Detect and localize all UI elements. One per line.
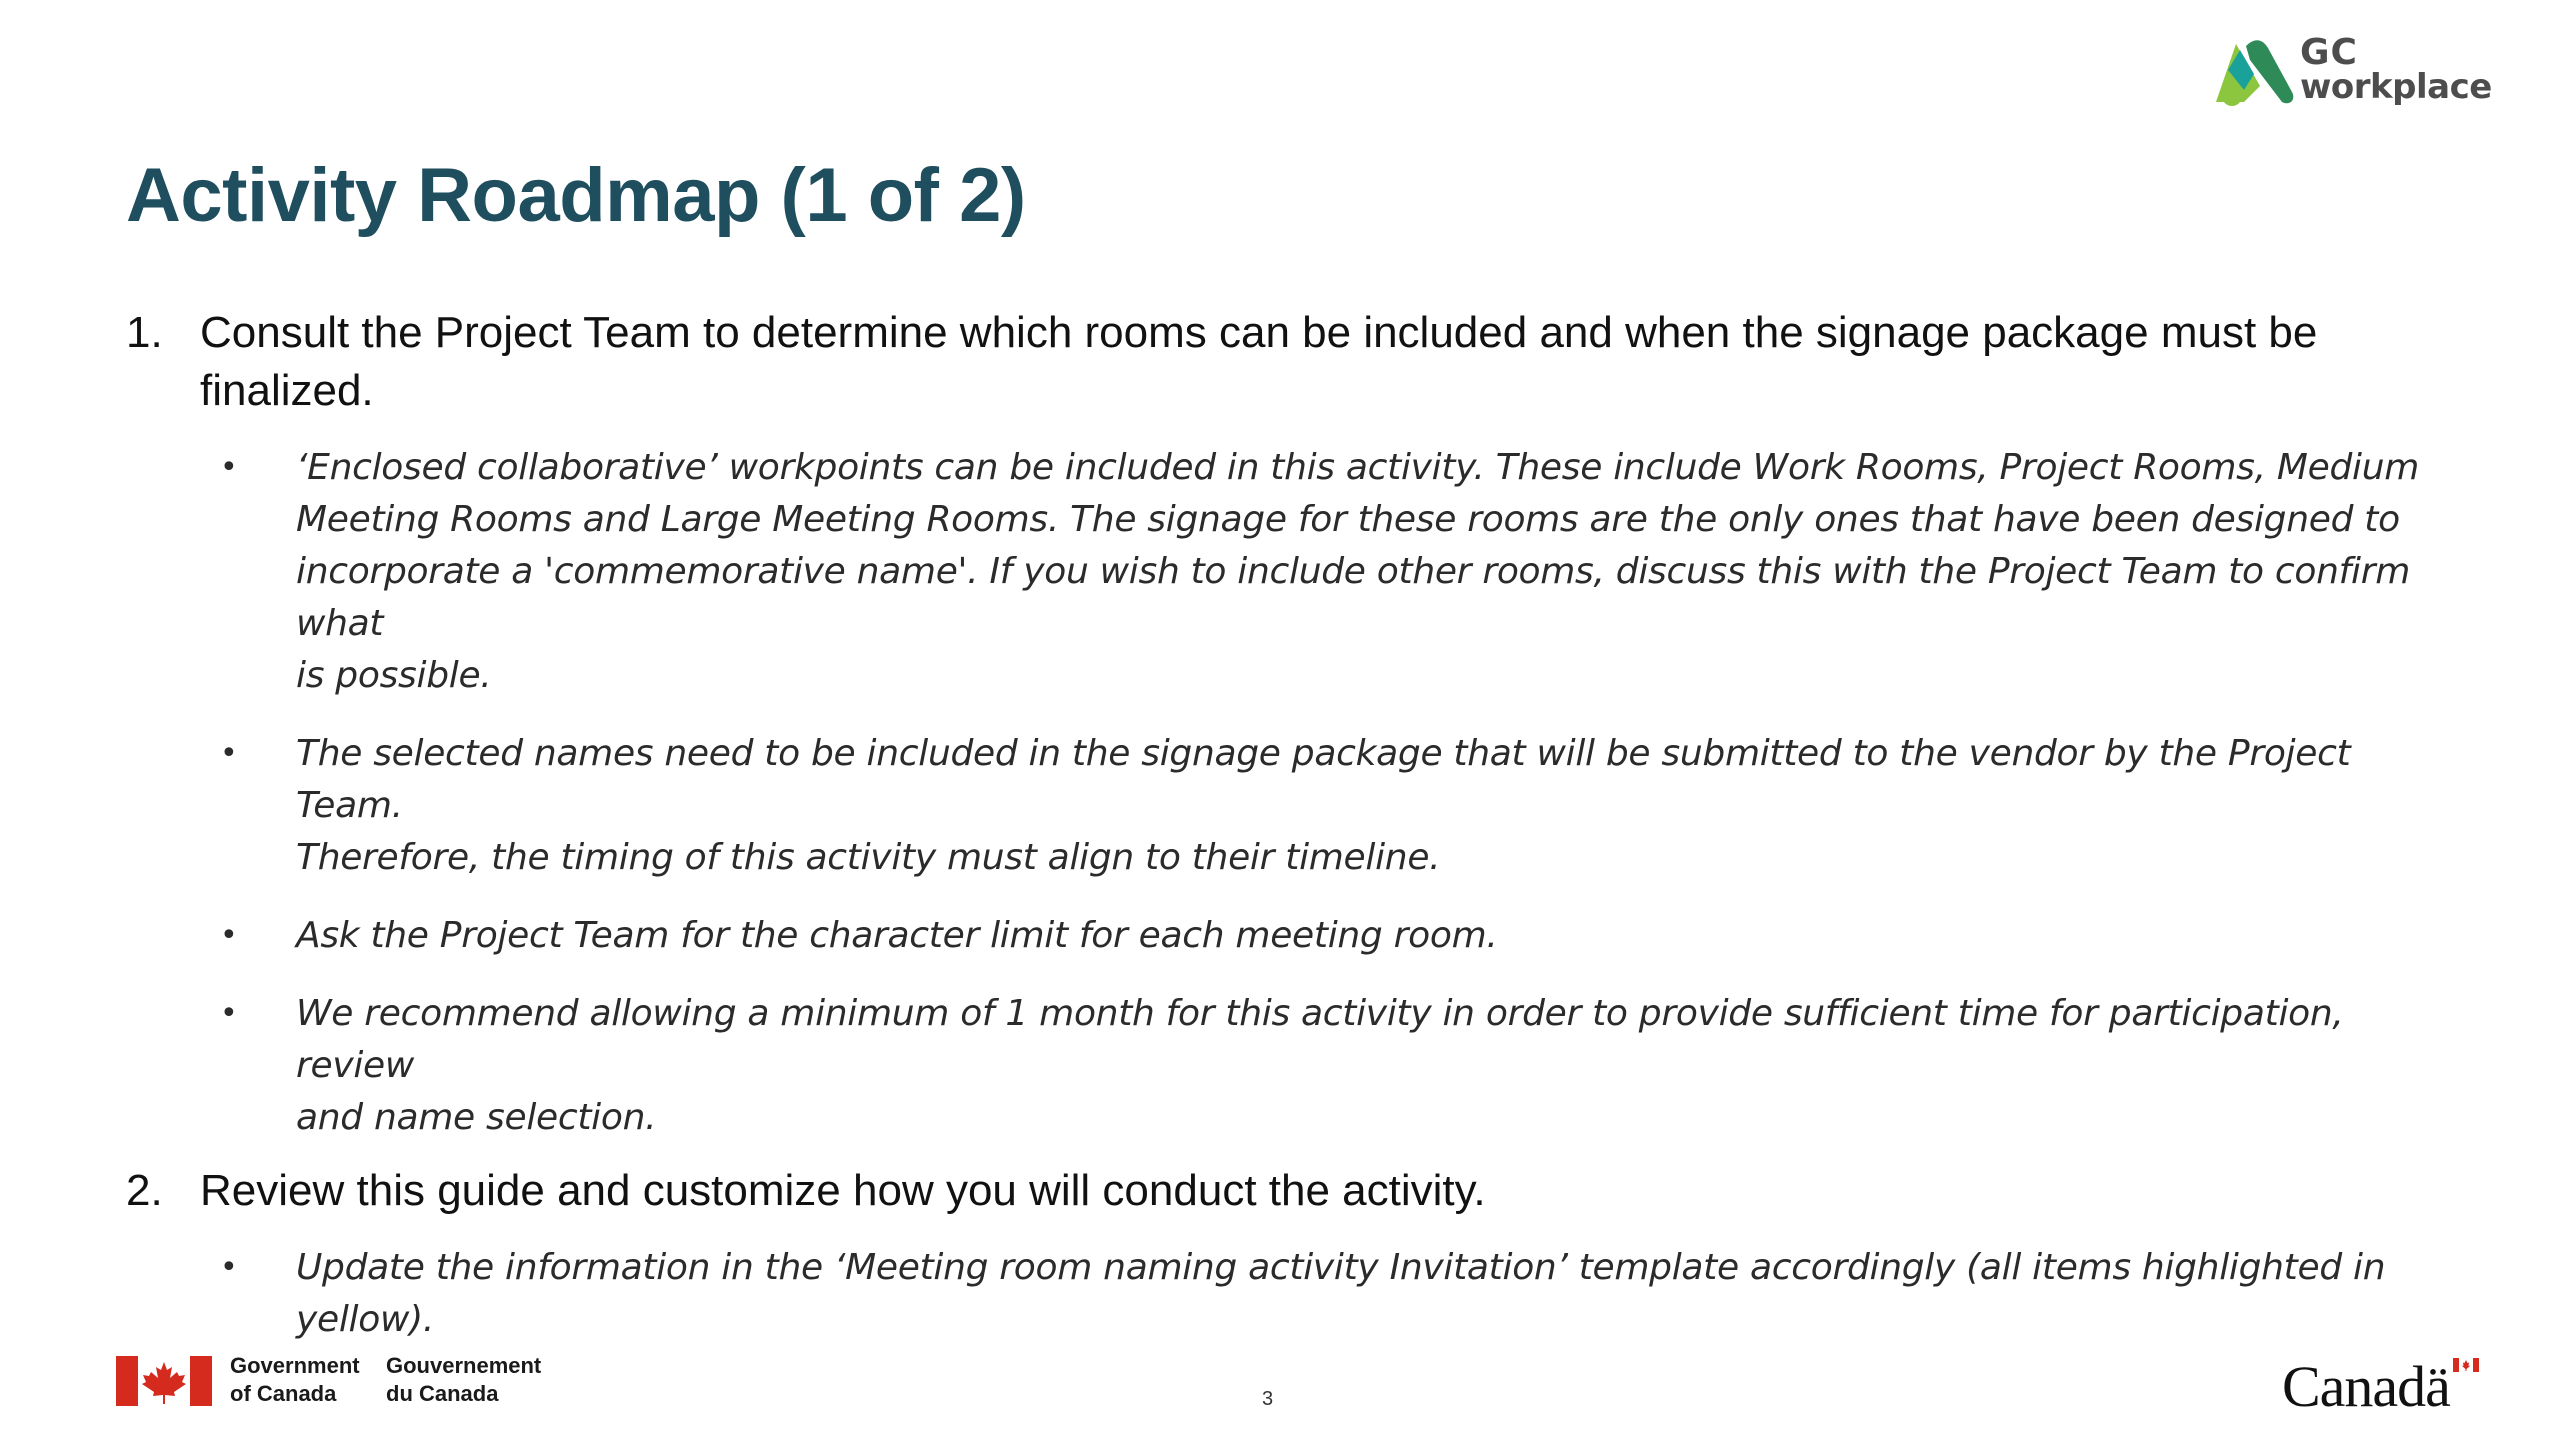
step-number: 1. — [126, 308, 163, 357]
step-2-bullets — [126, 1242, 2456, 1346]
gov-en-line2: of Canada — [230, 1381, 337, 1406]
gc-workplace-logo-mark — [2210, 40, 2294, 106]
bullet-dot: • — [220, 1250, 238, 1285]
gov-name-french — [386, 1352, 541, 1408]
gov-fr-line1: Gouvernement — [386, 1353, 542, 1378]
bullet-text-line: We recommend allowing a minimum of 1 month for this activity in order to provide sufficient time for participation, review — [296, 993, 2344, 1086]
gov-fr-line2: du Canada — [386, 1381, 499, 1406]
bullet-text-line: and name selection. — [296, 1097, 657, 1138]
bullet-dot: • — [220, 736, 238, 771]
bullet-item — [126, 910, 2456, 962]
canada-flag-icon — [116, 1356, 212, 1406]
bullet-text-line: yellow). — [296, 1299, 435, 1340]
bullet-text-line: Update the information in the ‘Meeting room naming activity Invitation’ template accordingly (all items highlighted in — [296, 1247, 2386, 1288]
step-1 — [126, 304, 2456, 420]
step-2 — [126, 1162, 2456, 1220]
bullet-text-line: The selected names need to be included in the signage package that will be submitted to the vendor by the Project Team. — [296, 733, 2351, 826]
logo-line2: workplace — [2300, 67, 2492, 107]
bullet-dot: • — [220, 450, 238, 485]
gc-workplace-wordmark — [2300, 32, 2492, 107]
bullet-text-line: Ask the Project Team for the character limit for each meeting room. — [296, 915, 1498, 956]
step-number: 2. — [126, 1166, 163, 1215]
step-text-line: finalized. — [200, 366, 374, 415]
step-text-line: Consult the Project Team to determine which rooms can be included and when the signage package must be — [200, 308, 2318, 357]
bullet-text-line: Therefore, the timing of this activity must align to their timeline. — [296, 837, 1441, 878]
page-number: 3 — [1262, 1388, 1274, 1410]
canada-wordmark-text: Canadä — [2282, 1354, 2450, 1419]
bullet-item — [126, 988, 2456, 1144]
bullet-text-line: is possible. — [296, 655, 492, 696]
logo-line1: GC — [2300, 32, 2358, 73]
bullet-item — [126, 442, 2456, 702]
step-1-bullets — [126, 442, 2456, 1144]
bullet-dot: • — [220, 918, 238, 953]
bullet-text-line: ‘Enclosed collaborative’ workpoints can be included in this activity. These include Work Rooms, Project Rooms, Medium — [296, 447, 2420, 488]
gov-name-english — [230, 1352, 360, 1408]
bullet-item — [126, 1242, 2456, 1346]
page-title: Activity Roadmap (1 of 2) — [126, 153, 1026, 238]
bullet-item — [126, 728, 2456, 884]
step-text-line: Review this guide and customize how you will conduct the activity. — [200, 1166, 1486, 1215]
gc-workplace-logo — [2210, 32, 2492, 116]
canada-wordmark — [2282, 1352, 2482, 1422]
gov-en-line1: Government — [230, 1353, 360, 1378]
bullet-text-line: incorporate a 'commemorative name'. If you wish to include other rooms, discuss this with the Project Team to confirm what — [296, 551, 2411, 644]
bullet-text-line: Meeting Rooms and Large Meeting Rooms. The signage for these rooms are the only ones that have been designed to — [296, 499, 2400, 540]
canada-mini-flag-icon — [2453, 1358, 2479, 1372]
bullet-dot: • — [220, 996, 238, 1031]
roadmap-content — [126, 304, 2456, 1346]
